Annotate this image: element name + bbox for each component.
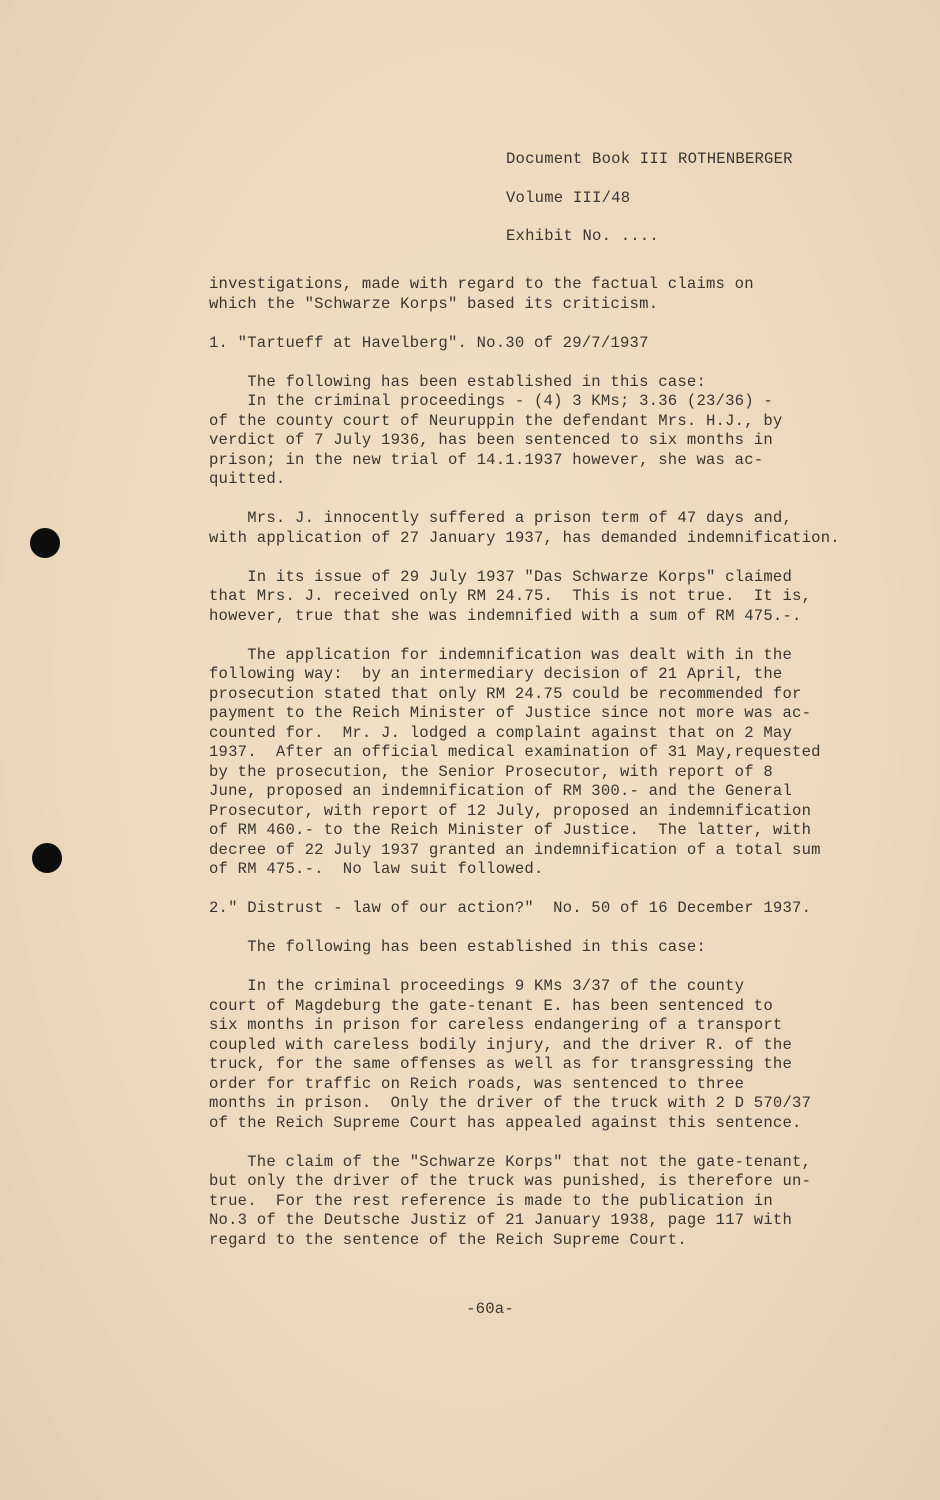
text-line: June, proposed an indemnification of RM 300.- and the General [209,782,793,800]
document-header [506,140,793,256]
paragraph-gap [209,919,849,939]
text-line: The application for indemnification was dealt with in the [209,645,793,664]
paragraph-gap [209,490,849,510]
document-body [209,275,849,1250]
document-book-label: Document Book III ROTHENBERGER [506,150,793,168]
text-line: decree of 22 July 1937 granted an indemnification of a total sum [209,840,821,859]
text-line: order for traffic on Reich roads, was sentenced to three [209,1074,745,1093]
paragraph-gap [209,314,849,334]
paragraph-gap [209,1133,849,1153]
paragraph-gap [209,958,849,978]
text-line: true. For the rest reference is made to the publication in [209,1191,773,1210]
text-line: of the Reich Supreme Court has appealed against this sentence. [209,1113,802,1132]
text-line: counted for. Mr. J. lodged a complaint against that on 2 May [209,723,793,742]
text-line: of the county court of Neuruppin the defendant Mrs. H.J., by [209,411,783,430]
text-line: The following has been established in this case: [209,372,707,391]
text-line: No.3 of the Deutsche Justiz of 21 January 1938, page 117 with [209,1211,793,1229]
punch-hole-bottom [32,843,62,873]
text-line: Prosecutor, with report of 12 July, proposed an indemnification [209,801,812,820]
paragraph-gap [209,548,849,568]
paragraph-gap [209,626,849,646]
text-line: following way: by an intermediary decision of 21 April, the [209,665,783,683]
text-line: which the "Schwarze Korps" based its criticism. [209,294,659,313]
text-line: In its issue of 29 July 1937 "Das Schwarze Korps" claimed [209,567,793,586]
text-line: The following has been established in this case: [209,938,707,956]
text-line: by the prosecution, the Senior Prosecutor, with report of 8 [209,762,773,781]
paragraph-gap [209,880,849,900]
text-line: that Mrs. J. received only RM 24.75. This is not true. It is, [209,587,812,605]
volume-label: Volume III/48 [506,188,631,207]
text-line: however, true that she was indemnified with a sum of RM 475.-. [209,606,802,625]
text-line: truck, for the same offenses as well as for transgressing the [209,1055,793,1073]
text-line: coupled with careless bodily injury, and the driver R. of the [209,1035,793,1054]
text-line: 2." Distrust - law of our action?" No. 50 of 16 December 1937. [209,899,812,917]
paragraph-gap [209,353,849,373]
text-line: The claim of the "Schwarze Korps" that not the gate-tenant, [209,1152,812,1171]
text-line: 1. "Tartueff at Havelberg". No.30 of 29/7/1937 [209,333,649,352]
text-line: payment to the Reich Minister of Justice since not more was ac- [209,704,812,722]
text-line: Mrs. J. innocently suffered a prison term of 47 days and, [209,509,793,527]
text-line: investigations, made with regard to the factual claims on [209,275,754,293]
punch-hole-top [30,528,60,558]
text-line: prison; in the new trial of 14.1.1937 however, she was ac- [209,450,764,469]
text-line: but only the driver of the truck was punished, is therefore un- [209,1172,812,1190]
text-line: of RM 460.- to the Reich Minister of Justice. The latter, with [209,821,812,839]
text-line: quitted. [209,470,286,488]
text-line: six months in prison for careless endangering of a transport [209,1016,783,1034]
text-line: In the criminal proceedings 9 KMs 3/37 of the county [209,977,745,995]
text-line: In the criminal proceedings - (4) 3 KMs; 3.36 (23/36) - [209,392,773,410]
text-line: verdict of 7 July 1936, has been sentenced to six months in [209,431,773,449]
text-line: regard to the sentence of the Reich Supreme Court. [209,1230,687,1249]
text-line: months in prison. Only the driver of the truck with 2 D 570/37 [209,1094,812,1112]
text-line: prosecution stated that only RM 24.75 could be recommended for [209,684,802,703]
exhibit-label: Exhibit No. .... [506,227,659,245]
text-line: of RM 475.-. No law suit followed. [209,860,544,878]
text-line: court of Magdeburg the gate-tenant E. has been sentenced to [209,996,773,1015]
text-line: with application of 27 January 1937, has demanded indemnification. [209,528,840,547]
text-line: 1937. After an official medical examination of 31 May,requested [209,743,821,761]
page-number: -60a- [466,1300,514,1318]
